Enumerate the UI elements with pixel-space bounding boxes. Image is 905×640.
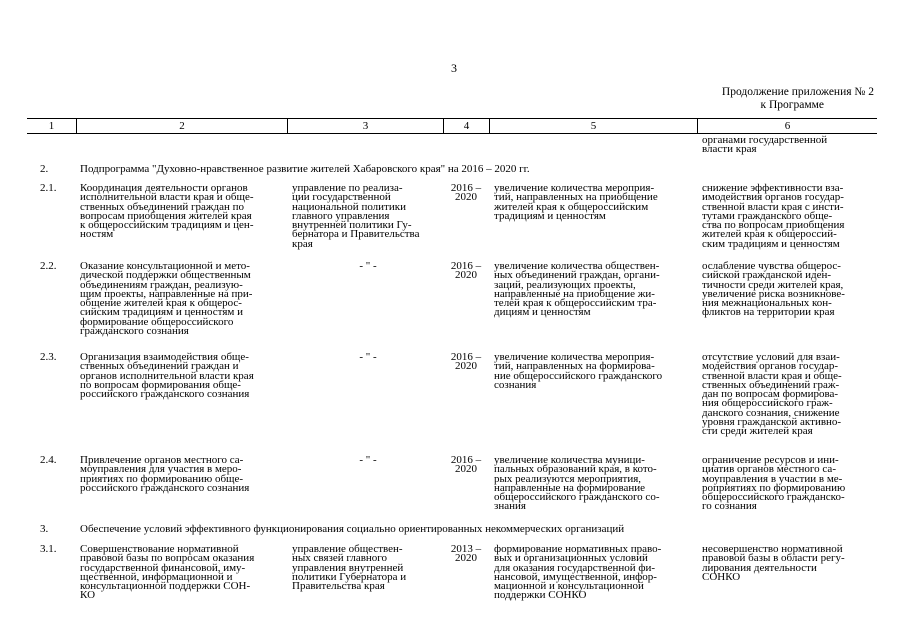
non-implementation-consequences: ослабление чувства общерос- сийской гражданской иден- тичности среди жителей края, увеличение риска возникнове- ния межнациональных кон- фликтов на территории края [702, 260, 845, 319]
responsible-executor: - " - [359, 351, 377, 363]
header-col-2: 2 [179, 120, 185, 132]
row-number: 3.1. [40, 543, 57, 555]
implementation-years: 2016 – 2020 [450, 260, 482, 282]
expected-result: увеличение количества мероприя- тий, направленных на формирова- ние общероссийского гражданского сознания [494, 351, 663, 391]
implementation-years: 2016 – 2020 [450, 351, 482, 373]
row-number: 2.1. [40, 182, 57, 194]
expected-result: увеличение количества муници- пальных образований края, в кото- рых реализуются мероприятия, направленные на формирование общероссийского гражданского со- знания [494, 454, 660, 513]
row-number: 2.2. [40, 260, 57, 272]
non-implementation-consequences: ограничение ресурсов и ини- циатив органов местного са- моуправления в участии в ме- роприятиях по формированию общероссийского гражданско- го сознания [702, 454, 846, 513]
responsible-executor: - " - [359, 454, 377, 466]
non-implementation-consequences: отсутствие условий для взаи- модействия органов государ- ственной власти края и обще- ственных объединений граж- дан по вопросам формирова- ния общероссийского граж- данского сознания, снижение уровня гражданской активно- сти среди жителей края [702, 351, 842, 438]
expected-result: увеличение количества мероприя- тий, направленных на приобщение жителей края к общероссийским традициям и ценностям [494, 182, 658, 222]
activity-name: Совершенствование нормативной правовой базы по вопросам оказания государственной финансовой, иму- щественной, информационной и консультационной поддержки СОН- КО [80, 543, 255, 602]
expected-result: увеличение количества обществен- ных объединений граждан, органи- заций, реализующих проекты, направленные на приобщение жи- телей края к общероссийским тра- дициям и ценностям [494, 260, 660, 319]
responsible-executor: управление обществен- ных связей главного управления внутренней политики Губернатора и Правительства края [292, 543, 407, 593]
appendix-program-label: к Программе [760, 99, 824, 111]
non-implementation-consequences: несовершенство нормативной правовой базы в области регу- лирования деятельности СОНКО [702, 543, 845, 583]
expected-result: формирование нормативных право- вых и организационных условий для оказания государственной фи- нансовой, имущественной, инфор- мационной и консультационной поддержки СОНКО [494, 543, 662, 602]
responsible-executor: - " - [359, 260, 377, 272]
activity-name: Организация взаимодействия обще- ственных объединений граждан и органов исполнительной власти края по вопросам формирования обще- российского гражданского сознания [80, 351, 254, 401]
header-col-1: 1 [48, 120, 55, 132]
row-number: 2.4. [40, 454, 57, 466]
responsible-executor: управление по реализа- ции государственной национальной политики главного управления внутренней политики Гу- бернатора и Правительства края [292, 182, 420, 250]
column-number-header [27, 118, 877, 134]
non-implementation-consequences: снижение эффективности вза- имодействия органов государ- ственной власти края с инсти- тутами гражданского общe- ства по вопросам приобщения жителей края к общероссий- ским традициям и ценностям [702, 182, 845, 250]
header-col-6: 6 [784, 120, 791, 132]
section-title: Обеспечение условий эффективного функционирования социально ориентированных некоммерческих организаций [80, 523, 625, 535]
implementation-years: 2016 – 2020 [450, 182, 482, 204]
activity-name: Оказание консультационной и мето- дической поддержки общественным объединениям граждан, реализую- щим проекты, направленные на при- общение жителей края к общерос- сийским традициям и ценностям и формирование общероссийского гражданского сознания [80, 260, 253, 338]
row-number: 2.3. [40, 351, 57, 363]
header-col-5: 5 [590, 120, 597, 132]
section-number: 3. [40, 523, 49, 535]
header-col-4: 4 [463, 120, 470, 132]
activity-name: Координация деятельности органов исполнительной власти края и обще- ственных объединений граждан по вопросам приобщения жителей края к общероссийским традициям и цен- ностям [80, 182, 254, 241]
activity-name: Привлечение органов местного са- моуправления для участия в меро- приятиях по формированию обще- российского гражданского сознания [80, 454, 250, 494]
implementation-years: 2016 – 2020 [450, 454, 482, 476]
carryover-risk-text: органами государственной власти края [702, 134, 828, 156]
implementation-years: 2013 – 2020 [450, 543, 482, 565]
section-number: 2. [40, 163, 49, 175]
page-number: 3 [451, 61, 457, 75]
appendix-continuation-label: Продолжение приложения № 2 [721, 86, 874, 98]
header-col-3: 3 [362, 120, 369, 132]
section-title: Подпрограмма "Духовно-нравственное развитие жителей Хабаровского края" на 2016 – 2020 гг. [80, 163, 530, 175]
